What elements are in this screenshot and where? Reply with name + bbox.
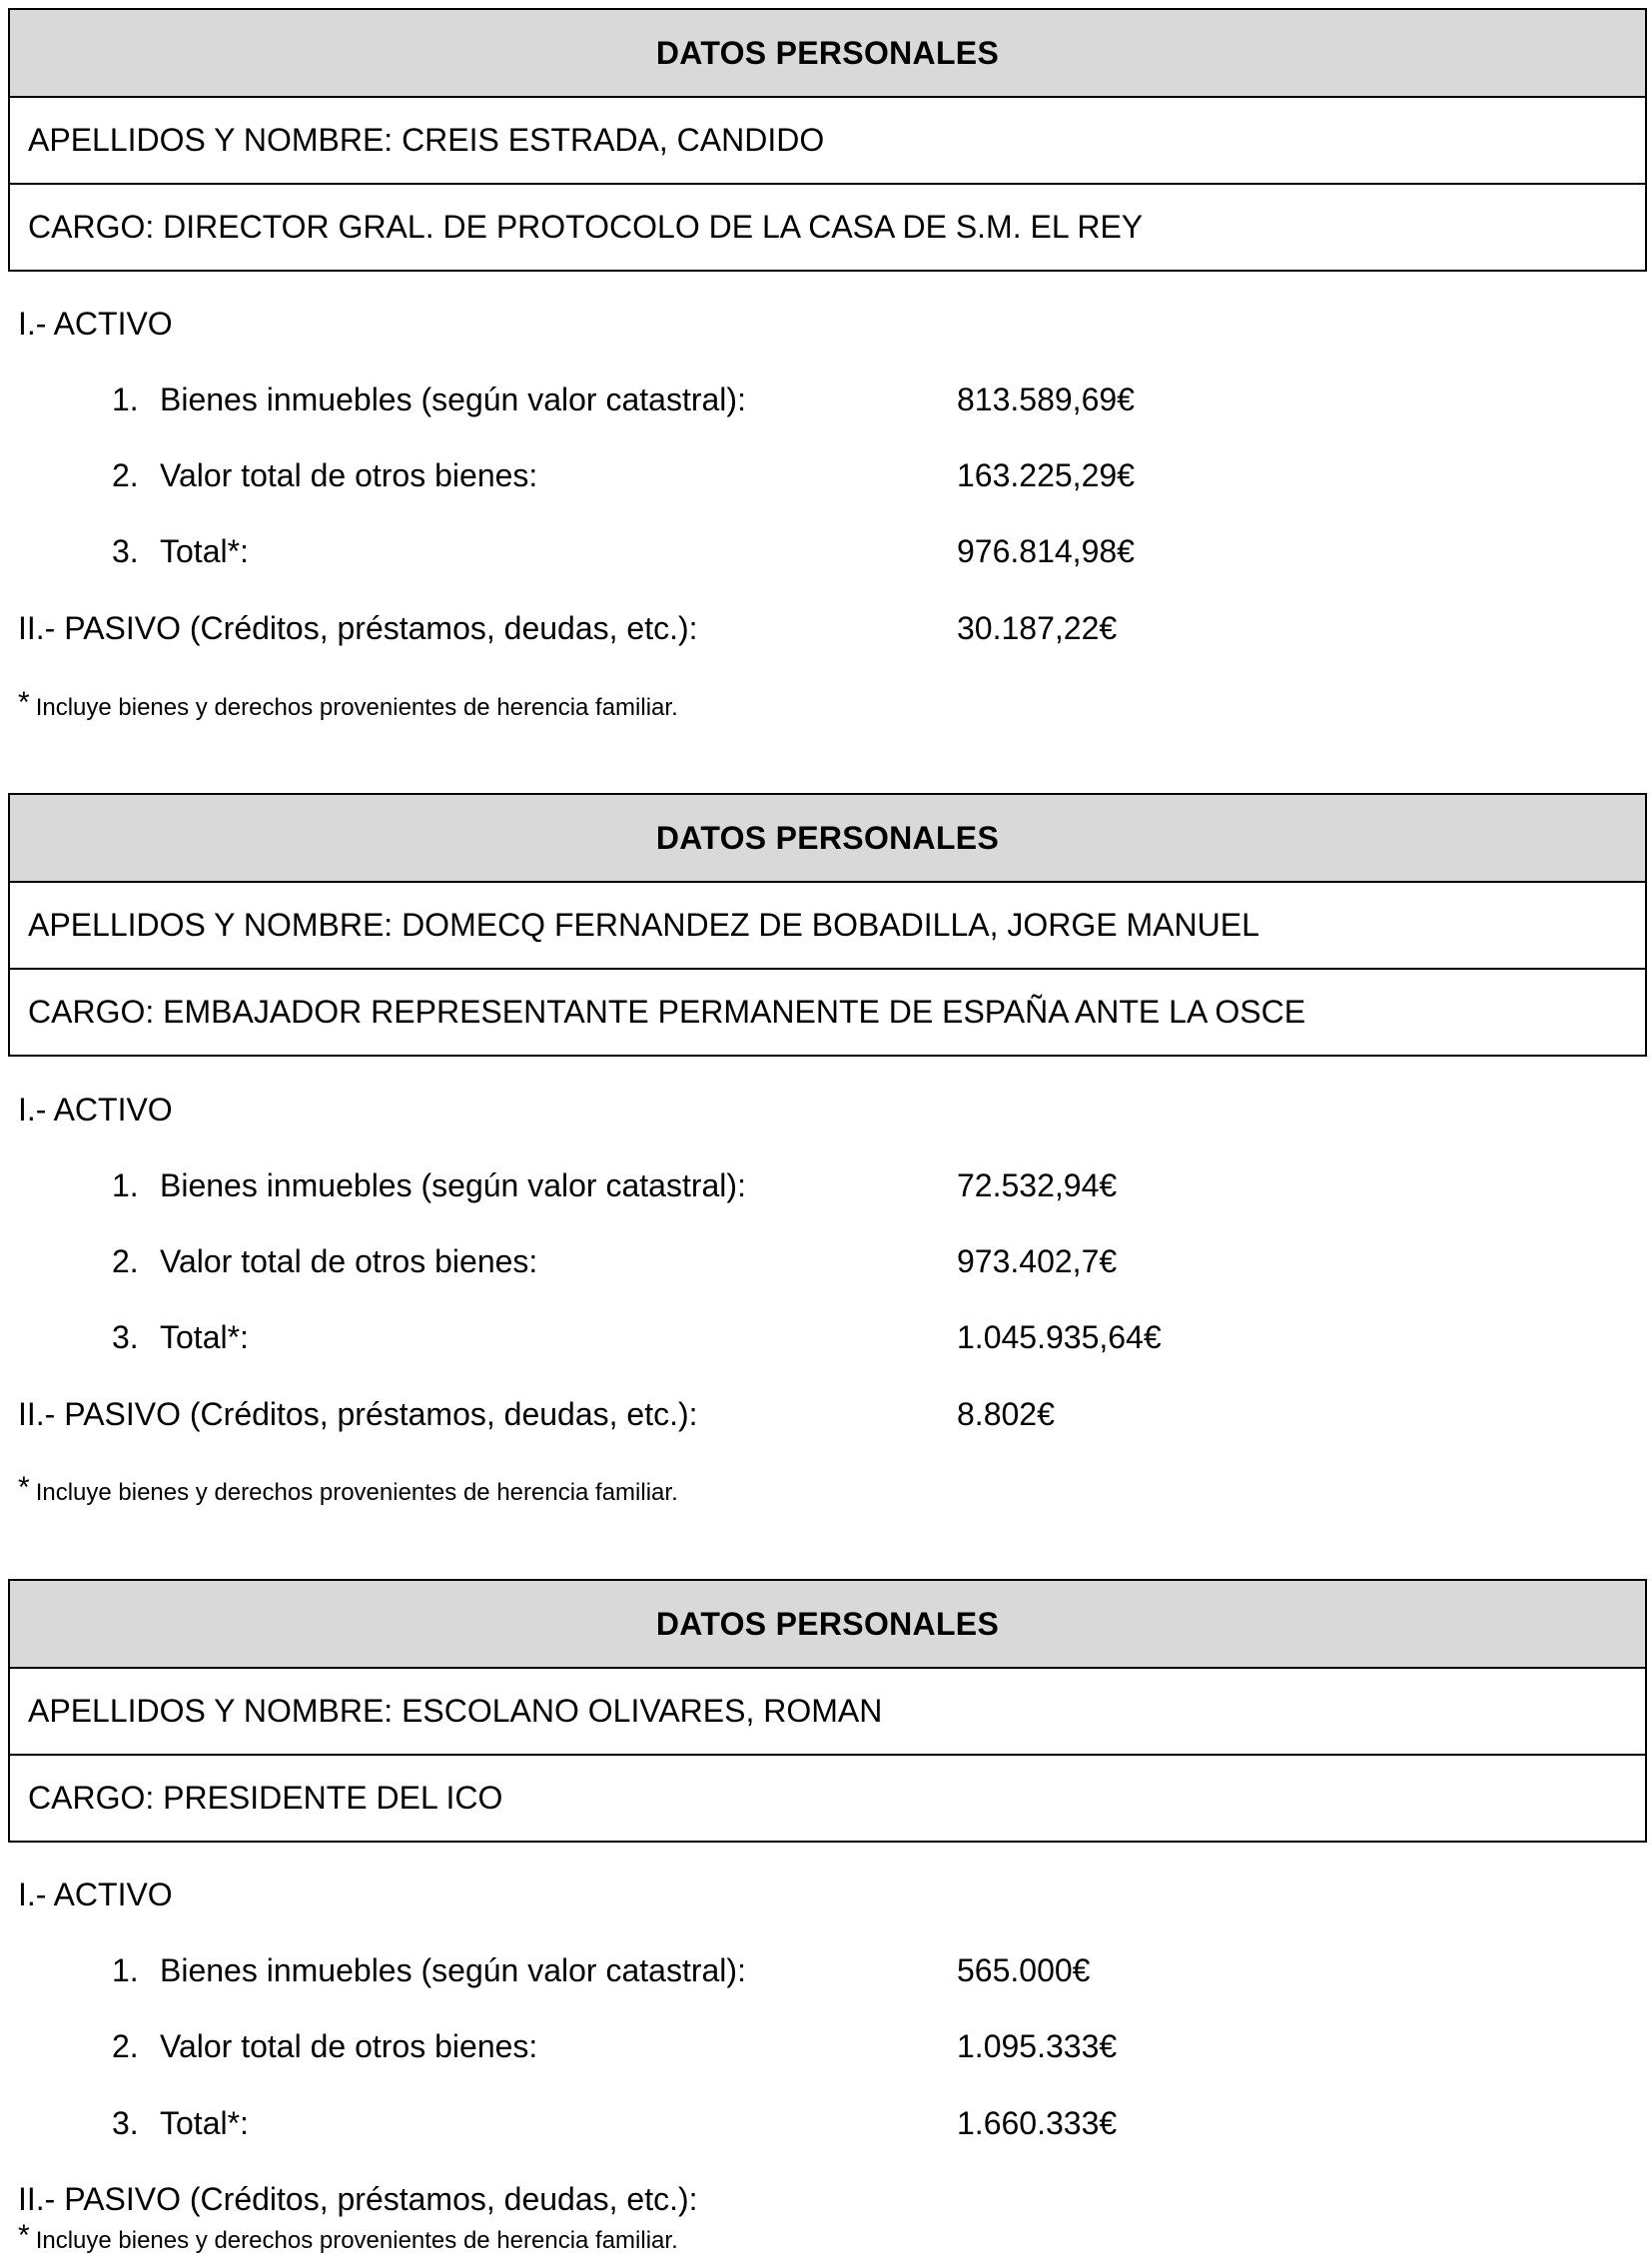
datos-personales-header: DATOS PERSONALES (10, 795, 1645, 883)
record-1 (8, 8, 1647, 272)
item-value: 1.095.333€ (957, 2028, 1118, 2064)
pasivo-value: 30.187,22€ (957, 610, 1118, 646)
apellidos-nombre-row: APELLIDOS Y NOMBRE: ESCOLANO OLIVARES, ROMAN (10, 1669, 1645, 1756)
item-number: 2. (112, 1243, 139, 1279)
item-value: 72.532,94€ (957, 1167, 1118, 1203)
record-3 (8, 1579, 1647, 1843)
item-value: 565.000€ (957, 1952, 1091, 1988)
item-number: 3. (112, 1319, 139, 1355)
item-number: 2. (112, 457, 139, 493)
activo-title: I.- ACTIVO (18, 1877, 173, 1912)
item-value: 973.402,7€ (957, 1243, 1118, 1279)
datos-personales-header: DATOS PERSONALES (10, 1581, 1645, 1669)
footnote (18, 2219, 678, 2256)
item-value: 163.225,29€ (957, 457, 1135, 493)
datos-personales-box (8, 8, 1647, 272)
item-number: 3. (112, 2105, 139, 2141)
item-value: 813.589,69€ (957, 381, 1135, 417)
item-value: 1.660.333€ (957, 2105, 1118, 2141)
record-2 (8, 793, 1647, 1057)
apellidos-nombre-row: APELLIDOS Y NOMBRE: DOMECQ FERNANDEZ DE BOBADILLA, JORGE MANUEL (10, 883, 1645, 970)
item-label: Total*: (160, 1319, 249, 1355)
apellidos-nombre-row: APELLIDOS Y NOMBRE: CREIS ESTRADA, CANDIDO (10, 98, 1645, 185)
pasivo-label: II.- PASIVO (Créditos, préstamos, deudas, etc.): (18, 610, 698, 646)
item-label: Total*: (160, 2105, 249, 2141)
item-value: 976.814,98€ (957, 533, 1135, 569)
item-label: Bienes inmuebles (según valor catastral): (160, 1167, 746, 1203)
item-number: 3. (112, 533, 139, 569)
footnote-text: Incluye bienes y derechos provenientes de herencia familiar. (35, 694, 678, 721)
item-number: 1. (112, 1952, 139, 1988)
item-number: 1. (112, 1167, 139, 1203)
footnote-star: * (18, 2219, 30, 2252)
footnote-star: * (18, 686, 30, 719)
cargo-row: CARGO: PRESIDENTE DEL ICO (28, 1780, 503, 1816)
item-label: Bienes inmuebles (según valor catastral): (160, 381, 746, 417)
datos-personales-header: DATOS PERSONALES (10, 10, 1645, 98)
activo-title: I.- ACTIVO (18, 306, 173, 342)
cargo-row: CARGO: DIRECTOR GRAL. DE PROTOCOLO DE LA CASA DE S.M. EL REY (28, 209, 1144, 245)
footnote-text: Incluye bienes y derechos provenientes de herencia familiar. (35, 1479, 678, 1506)
item-label: Valor total de otros bienes: (160, 2028, 538, 2064)
footnote (18, 1471, 678, 1508)
pasivo-label: II.- PASIVO (Créditos, préstamos, deudas, etc.): (18, 2181, 698, 2217)
pasivo-value: 8.802€ (957, 1396, 1055, 1432)
footnote-star: * (18, 1471, 30, 1504)
item-label: Valor total de otros bienes: (160, 457, 538, 493)
item-label: Valor total de otros bienes: (160, 1243, 538, 1279)
datos-personales-box (8, 1579, 1647, 1843)
item-number: 1. (112, 381, 139, 417)
footnote-text: Incluye bienes y derechos provenientes de herencia familiar. (35, 2227, 678, 2254)
item-number: 2. (112, 2028, 139, 2064)
pasivo-label: II.- PASIVO (Créditos, préstamos, deudas, etc.): (18, 1396, 698, 1432)
cargo-row: CARGO: EMBAJADOR REPRESENTANTE PERMANENTE DE ESPAÑA ANTE LA OSCE (28, 994, 1306, 1030)
item-label: Total*: (160, 533, 249, 569)
datos-personales-box (8, 793, 1647, 1057)
footnote (18, 686, 678, 723)
item-label: Bienes inmuebles (según valor catastral): (160, 1952, 746, 1988)
activo-title: I.- ACTIVO (18, 1092, 173, 1128)
item-value: 1.045.935,64€ (957, 1319, 1162, 1355)
